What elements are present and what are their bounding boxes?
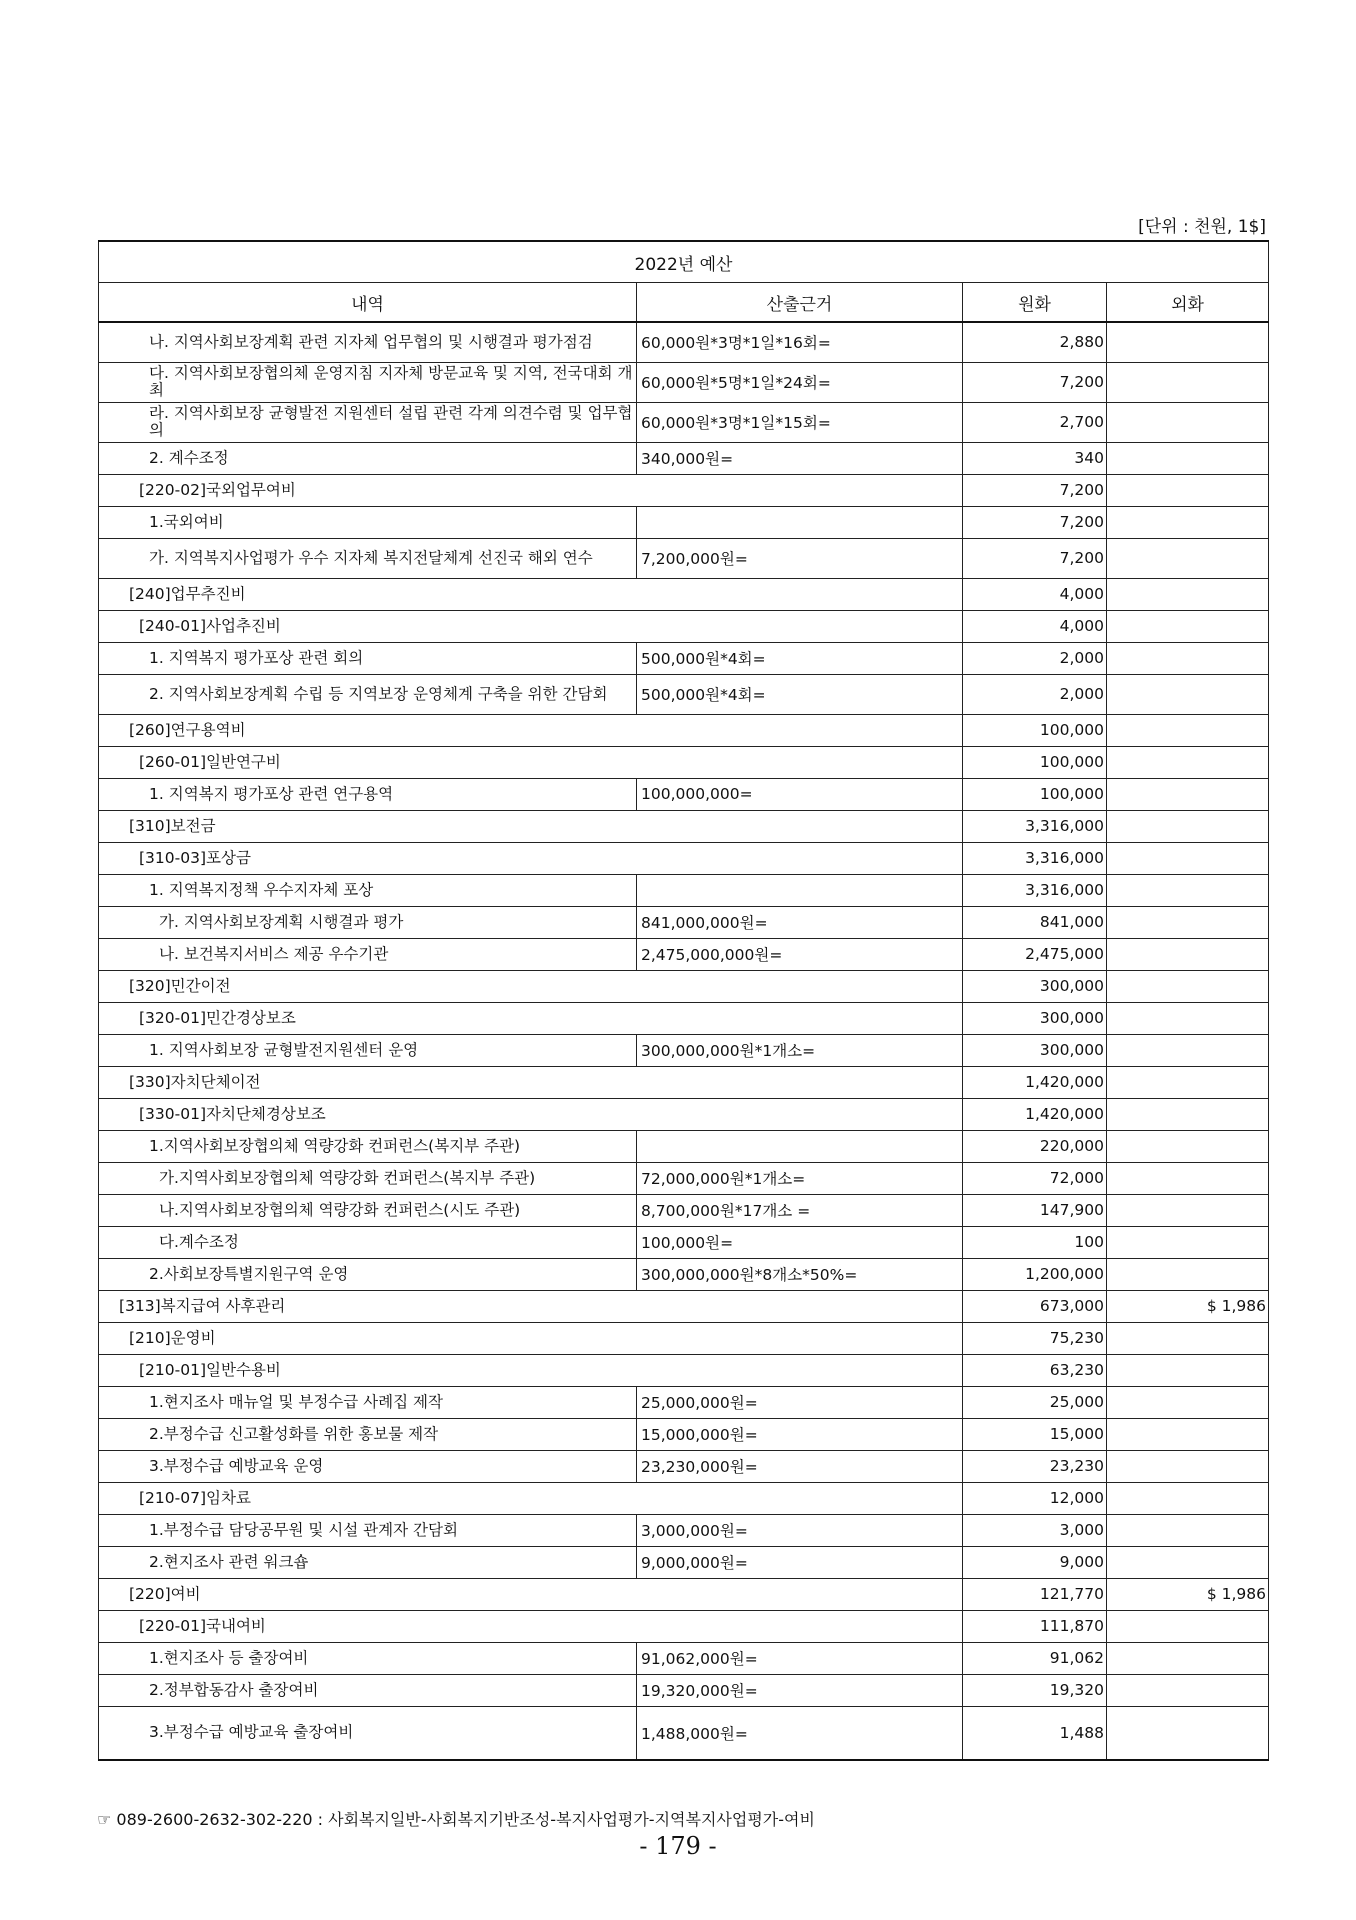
row-basis	[637, 874, 963, 906]
row-basis: 23,230,000원=	[637, 1450, 963, 1482]
row-fx-amount	[1107, 906, 1269, 938]
row-basis: 1,488,000원=	[637, 1706, 963, 1760]
row-krw-amount: 7,200	[963, 362, 1107, 402]
row-krw-amount: 220,000	[963, 1130, 1107, 1162]
table-row	[99, 1322, 1269, 1354]
column-header-basis: 산출근거	[637, 283, 963, 323]
row-description: 2.정부합동감사 출장여비	[99, 1674, 637, 1706]
table-row	[99, 1290, 1269, 1322]
row-basis	[637, 1130, 963, 1162]
table-row	[99, 1482, 1269, 1514]
row-fx-amount	[1107, 810, 1269, 842]
table-row	[99, 970, 1269, 1002]
row-fx-amount	[1107, 610, 1269, 642]
row-description: 2. 지역사회보장계획 수립 등 지역보장 운영체계 구축을 위한 간담회	[99, 674, 637, 714]
page-number: - 179 -	[639, 1832, 717, 1860]
row-basis: 340,000원=	[637, 442, 963, 474]
table-row	[99, 1034, 1269, 1066]
row-fx-amount	[1107, 1610, 1269, 1642]
row-description: [320-01]민간경상보조	[99, 1002, 963, 1034]
table-row	[99, 1674, 1269, 1706]
row-krw-amount: 300,000	[963, 1034, 1107, 1066]
row-basis: 100,000,000=	[637, 778, 963, 810]
row-description: [240-01]사업추진비	[99, 610, 963, 642]
row-description: 라. 지역사회보장 균형발전 지원센터 설립 관련 각계 의견수렴 및 업무협의	[99, 402, 637, 442]
row-fx-amount	[1107, 1482, 1269, 1514]
row-fx-amount	[1107, 746, 1269, 778]
row-fx-amount	[1107, 1226, 1269, 1258]
table-row	[99, 1002, 1269, 1034]
row-basis: 25,000,000원=	[637, 1386, 963, 1418]
table-row	[99, 538, 1269, 578]
row-basis: 8,700,000원*17개소 =	[637, 1194, 963, 1226]
row-krw-amount: 2,000	[963, 674, 1107, 714]
table-row	[99, 1354, 1269, 1386]
table-row	[99, 1066, 1269, 1098]
row-description: [310]보전금	[99, 810, 963, 842]
row-krw-amount: 4,000	[963, 610, 1107, 642]
table-row	[99, 1162, 1269, 1194]
row-description: [220]여비	[99, 1578, 963, 1610]
row-krw-amount: 2,000	[963, 642, 1107, 674]
table-row	[99, 1226, 1269, 1258]
row-krw-amount: 15,000	[963, 1418, 1107, 1450]
row-fx-amount: $ 1,986	[1107, 1290, 1269, 1322]
row-basis: 7,200,000원=	[637, 538, 963, 578]
row-krw-amount: 300,000	[963, 970, 1107, 1002]
row-krw-amount: 3,316,000	[963, 874, 1107, 906]
row-description: 나.지역사회보장협의체 역량강화 컨퍼런스(시도 주관)	[99, 1194, 637, 1226]
row-basis: 2,475,000,000원=	[637, 938, 963, 970]
row-description: 2.사회보장특별지원구역 운영	[99, 1258, 637, 1290]
row-fx-amount	[1107, 1162, 1269, 1194]
row-fx-amount	[1107, 1546, 1269, 1578]
row-description: 가.지역사회보장협의체 역량강화 컨퍼런스(복지부 주관)	[99, 1162, 637, 1194]
row-fx-amount	[1107, 1514, 1269, 1546]
row-basis: 9,000,000원=	[637, 1546, 963, 1578]
row-krw-amount: 100,000	[963, 778, 1107, 810]
row-fx-amount	[1107, 506, 1269, 538]
row-fx-amount	[1107, 442, 1269, 474]
row-description: [210-07]임차료	[99, 1482, 963, 1514]
row-krw-amount: 3,316,000	[963, 842, 1107, 874]
row-description: 1.지역사회보장협의체 역량강화 컨퍼런스(복지부 주관)	[99, 1130, 637, 1162]
row-krw-amount: 1,420,000	[963, 1098, 1107, 1130]
row-fx-amount	[1107, 474, 1269, 506]
row-krw-amount: 4,000	[963, 578, 1107, 610]
row-description: [313]복지급여 사후관리	[99, 1290, 963, 1322]
row-fx-amount	[1107, 1098, 1269, 1130]
row-description: [210]운영비	[99, 1322, 963, 1354]
row-basis: 500,000원*4회=	[637, 642, 963, 674]
row-krw-amount: 100,000	[963, 746, 1107, 778]
row-fx-amount	[1107, 1418, 1269, 1450]
row-basis: 841,000,000원=	[637, 906, 963, 938]
row-krw-amount: 91,062	[963, 1642, 1107, 1674]
table-row	[99, 610, 1269, 642]
table-row	[99, 1450, 1269, 1482]
row-krw-amount: 100	[963, 1226, 1107, 1258]
row-krw-amount: 12,000	[963, 1482, 1107, 1514]
table-row	[99, 778, 1269, 810]
row-fx-amount	[1107, 1674, 1269, 1706]
row-fx-amount	[1107, 402, 1269, 442]
row-basis: 72,000,000원*1개소=	[637, 1162, 963, 1194]
row-description: 1.국외여비	[99, 506, 637, 538]
row-description: 나. 지역사회보장계획 관련 지자체 업무협의 및 시행결과 평가점검	[99, 322, 637, 362]
row-description: 가. 지역사회보장계획 시행결과 평가	[99, 906, 637, 938]
table-row	[99, 322, 1269, 362]
table-row	[99, 1418, 1269, 1450]
row-description: 2.부정수급 신고활성화를 위한 홍보물 제작	[99, 1418, 637, 1450]
table-row	[99, 906, 1269, 938]
table-row	[99, 1194, 1269, 1226]
table-row	[99, 746, 1269, 778]
table-row	[99, 1130, 1269, 1162]
row-krw-amount: 2,880	[963, 322, 1107, 362]
unit-note: [단위 : 천원, 1$]	[1138, 217, 1266, 237]
table-row	[99, 810, 1269, 842]
row-basis: 19,320,000원=	[637, 1674, 963, 1706]
row-description: 가. 지역복지사업평가 우수 지자체 복지전달체계 선진국 해외 연수	[99, 538, 637, 578]
row-fx-amount: $ 1,986	[1107, 1578, 1269, 1610]
row-krw-amount: 841,000	[963, 906, 1107, 938]
row-krw-amount: 7,200	[963, 506, 1107, 538]
row-basis: 60,000원*3명*1일*15회=	[637, 402, 963, 442]
row-basis: 60,000원*3명*1일*16회=	[637, 322, 963, 362]
row-krw-amount: 63,230	[963, 1354, 1107, 1386]
table-row	[99, 1386, 1269, 1418]
row-description: [220-01]국내여비	[99, 1610, 963, 1642]
table-row	[99, 1642, 1269, 1674]
row-fx-amount	[1107, 778, 1269, 810]
row-krw-amount: 7,200	[963, 538, 1107, 578]
row-krw-amount: 75,230	[963, 1322, 1107, 1354]
row-description: 다. 지역사회보장협의체 운영지침 지자체 방문교육 및 지역, 전국대회 개최	[99, 362, 637, 402]
row-description: 1.현지조사 등 출장여비	[99, 1642, 637, 1674]
row-fx-amount	[1107, 1706, 1269, 1760]
row-krw-amount: 340	[963, 442, 1107, 474]
row-description: [240]업무추진비	[99, 578, 963, 610]
row-krw-amount: 25,000	[963, 1386, 1107, 1418]
table-row	[99, 1578, 1269, 1610]
row-fx-amount	[1107, 538, 1269, 578]
table-row	[99, 578, 1269, 610]
row-krw-amount: 111,870	[963, 1610, 1107, 1642]
row-fx-amount	[1107, 1450, 1269, 1482]
row-fx-amount	[1107, 842, 1269, 874]
table-row	[99, 842, 1269, 874]
row-description: 1. 지역복지 평가포상 관련 회의	[99, 642, 637, 674]
row-basis: 60,000원*5명*1일*24회=	[637, 362, 963, 402]
row-description: 3.부정수급 예방교육 운영	[99, 1450, 637, 1482]
footnote: ☞ 089-2600-2632-302-220 : 사회복지일반-사회복지기반조성-복지사업평가-지역복지사업평가-여비	[97, 1810, 815, 1829]
row-krw-amount: 100,000	[963, 714, 1107, 746]
table-body	[99, 322, 1269, 1760]
row-description: [220-02]국외업무여비	[99, 474, 963, 506]
table-row	[99, 874, 1269, 906]
row-basis: 300,000,000원*8개소*50%=	[637, 1258, 963, 1290]
row-description: [330]자치단체이전	[99, 1066, 963, 1098]
row-description: 1. 지역복지정책 우수지자체 포상	[99, 874, 637, 906]
row-fx-amount	[1107, 938, 1269, 970]
row-krw-amount: 147,900	[963, 1194, 1107, 1226]
row-fx-amount	[1107, 1002, 1269, 1034]
row-krw-amount: 72,000	[963, 1162, 1107, 1194]
row-basis: 15,000,000원=	[637, 1418, 963, 1450]
table-row	[99, 1546, 1269, 1578]
table-row	[99, 1610, 1269, 1642]
row-krw-amount: 673,000	[963, 1290, 1107, 1322]
table-row	[99, 938, 1269, 970]
row-description: [260]연구용역비	[99, 714, 963, 746]
row-fx-amount	[1107, 322, 1269, 362]
row-fx-amount	[1107, 1130, 1269, 1162]
row-basis: 500,000원*4회=	[637, 674, 963, 714]
table-row	[99, 714, 1269, 746]
row-fx-amount	[1107, 1354, 1269, 1386]
table-row	[99, 674, 1269, 714]
table-row	[99, 1258, 1269, 1290]
table-row	[99, 474, 1269, 506]
year-header: 2022년 예산	[99, 241, 1269, 283]
row-description: 1. 지역복지 평가포상 관련 연구용역	[99, 778, 637, 810]
column-header-description: 내역	[99, 283, 637, 323]
row-krw-amount: 3,000	[963, 1514, 1107, 1546]
row-fx-amount	[1107, 674, 1269, 714]
table-row	[99, 1514, 1269, 1546]
row-fx-amount	[1107, 362, 1269, 402]
row-fx-amount	[1107, 1066, 1269, 1098]
row-krw-amount: 1,200,000	[963, 1258, 1107, 1290]
row-description: 2. 계수조정	[99, 442, 637, 474]
table-row	[99, 1706, 1269, 1760]
row-basis: 3,000,000원=	[637, 1514, 963, 1546]
row-description: 다.계수조정	[99, 1226, 637, 1258]
row-fx-amount	[1107, 578, 1269, 610]
row-fx-amount	[1107, 642, 1269, 674]
row-description: 1.현지조사 매뉴얼 및 부정수급 사례집 제작	[99, 1386, 637, 1418]
row-description: [310-03]포상금	[99, 842, 963, 874]
row-description: [260-01]일반연구비	[99, 746, 963, 778]
table-row	[99, 442, 1269, 474]
column-header-krw: 원화	[963, 283, 1107, 323]
row-fx-amount	[1107, 1034, 1269, 1066]
row-description: 1. 지역사회보장 균형발전지원센터 운영	[99, 1034, 637, 1066]
row-fx-amount	[1107, 874, 1269, 906]
row-krw-amount: 3,316,000	[963, 810, 1107, 842]
row-fx-amount	[1107, 1322, 1269, 1354]
row-fx-amount	[1107, 1386, 1269, 1418]
row-krw-amount: 2,475,000	[963, 938, 1107, 970]
row-krw-amount: 121,770	[963, 1578, 1107, 1610]
row-fx-amount	[1107, 1194, 1269, 1226]
row-description: [320]민간이전	[99, 970, 963, 1002]
table-row	[99, 506, 1269, 538]
row-krw-amount: 1,488	[963, 1706, 1107, 1760]
row-krw-amount: 23,230	[963, 1450, 1107, 1482]
row-fx-amount	[1107, 714, 1269, 746]
row-description: 나. 보건복지서비스 제공 우수기관	[99, 938, 637, 970]
row-krw-amount: 19,320	[963, 1674, 1107, 1706]
table-row	[99, 362, 1269, 402]
row-basis: 91,062,000원=	[637, 1642, 963, 1674]
row-description: 2.현지조사 관련 워크숍	[99, 1546, 637, 1578]
row-description: [330-01]자치단체경상보조	[99, 1098, 963, 1130]
row-basis: 100,000원=	[637, 1226, 963, 1258]
row-description: 3.부정수급 예방교육 출장여비	[99, 1706, 637, 1760]
row-krw-amount: 7,200	[963, 474, 1107, 506]
table-row	[99, 642, 1269, 674]
budget-table	[98, 240, 1269, 1761]
row-fx-amount	[1107, 970, 1269, 1002]
row-fx-amount	[1107, 1642, 1269, 1674]
table-row	[99, 1098, 1269, 1130]
column-header-fx: 외화	[1107, 283, 1269, 323]
row-basis: 300,000,000원*1개소=	[637, 1034, 963, 1066]
table-row	[99, 402, 1269, 442]
row-krw-amount: 300,000	[963, 1002, 1107, 1034]
row-krw-amount: 2,700	[963, 402, 1107, 442]
row-krw-amount: 1,420,000	[963, 1066, 1107, 1098]
row-krw-amount: 9,000	[963, 1546, 1107, 1578]
row-basis	[637, 506, 963, 538]
row-description: [210-01]일반수용비	[99, 1354, 963, 1386]
row-description: 1.부정수급 담당공무원 및 시설 관계자 간담회	[99, 1514, 637, 1546]
row-fx-amount	[1107, 1258, 1269, 1290]
